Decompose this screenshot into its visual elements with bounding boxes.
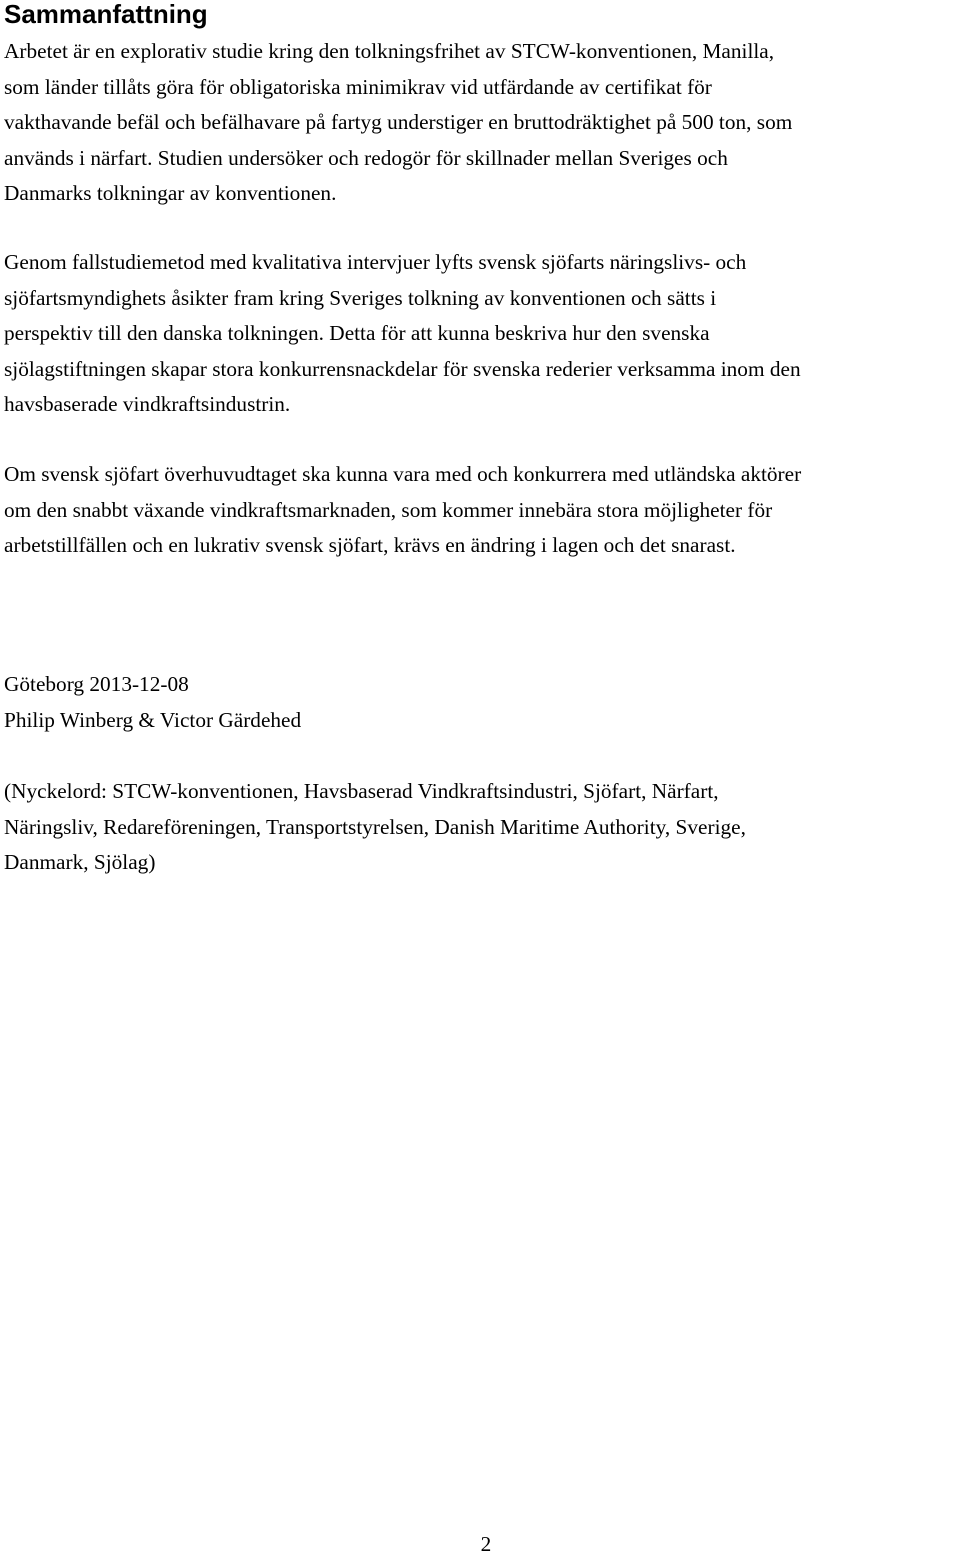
text-line: Om svensk sjöfart överhuvudtaget ska kunna vara med och konkurrera med utländska aktörer: [4, 462, 802, 486]
text-line: (Nyckelord: STCW-konventionen, Havsbaserad Vindkraftsindustri, Sjöfart, Närfart,: [4, 779, 719, 803]
text-line: Näringsliv, Redareföreningen, Transportstyrelsen, Danish Maritime Authority, Sverige,: [4, 814, 746, 839]
date-line: Göteborg 2013-12-08: [4, 672, 189, 696]
keywords-paragraph: [4, 774, 746, 881]
text-line: om den snabbt växande vindkraftsmarknaden, som kommer innebära stora möjligheter för: [4, 497, 773, 522]
page-number: 2: [480, 1532, 492, 1556]
text-line: perspektiv till den danska tolkningen. Detta för att kunna beskriva hur den svenska: [4, 321, 710, 345]
text-line: Genom fallstudiemetod med kvalitativa intervjuer lyfts svensk sjöfarts näringslivs- och: [4, 250, 747, 274]
signature-date: [4, 667, 189, 703]
paragraph-method: [4, 245, 801, 423]
text-line: sjölagstiftningen skapar stora konkurrensnackdelar för svenska rederier verksamma inom den: [4, 356, 801, 381]
authors-line: Philip Winberg & Victor Gärdehed: [4, 708, 302, 732]
text-line: havsbaserade vindkraftsindustrin.: [4, 392, 291, 416]
text-line: vakthavande befäl och befälhavare på fartyg understiger en bruttodräktighet på 500 ton, som: [4, 110, 793, 134]
text-line: Danmark, Sjölag): [4, 850, 156, 874]
text-line: sjöfartsmyndighets åsikter fram kring Sveriges tolkning av konventionen och sätts i: [4, 285, 717, 310]
text-line: arbetstillfällen och en lukrativ svensk sjöfart, krävs en ändring i lagen och det snarast.: [4, 533, 736, 557]
text-line: Danmarks tolkningar av konventionen.: [4, 181, 337, 205]
text-line: som länder tillåts göra för obligatoriska minimikrav vid utfärdande av certifikat för: [4, 74, 712, 99]
paragraph-intro: [4, 34, 792, 212]
section-heading: Sammanfattning: [4, 0, 208, 29]
text-line: Arbetet är en explorativ studie kring den tolkningsfrihet av STCW-konventionen, Manilla,: [4, 39, 775, 63]
signature-authors: [4, 703, 301, 739]
paragraph-conclusion: [4, 457, 801, 564]
text-line: används i närfart. Studien undersöker och redogör för skillnader mellan Sveriges och: [4, 145, 728, 170]
